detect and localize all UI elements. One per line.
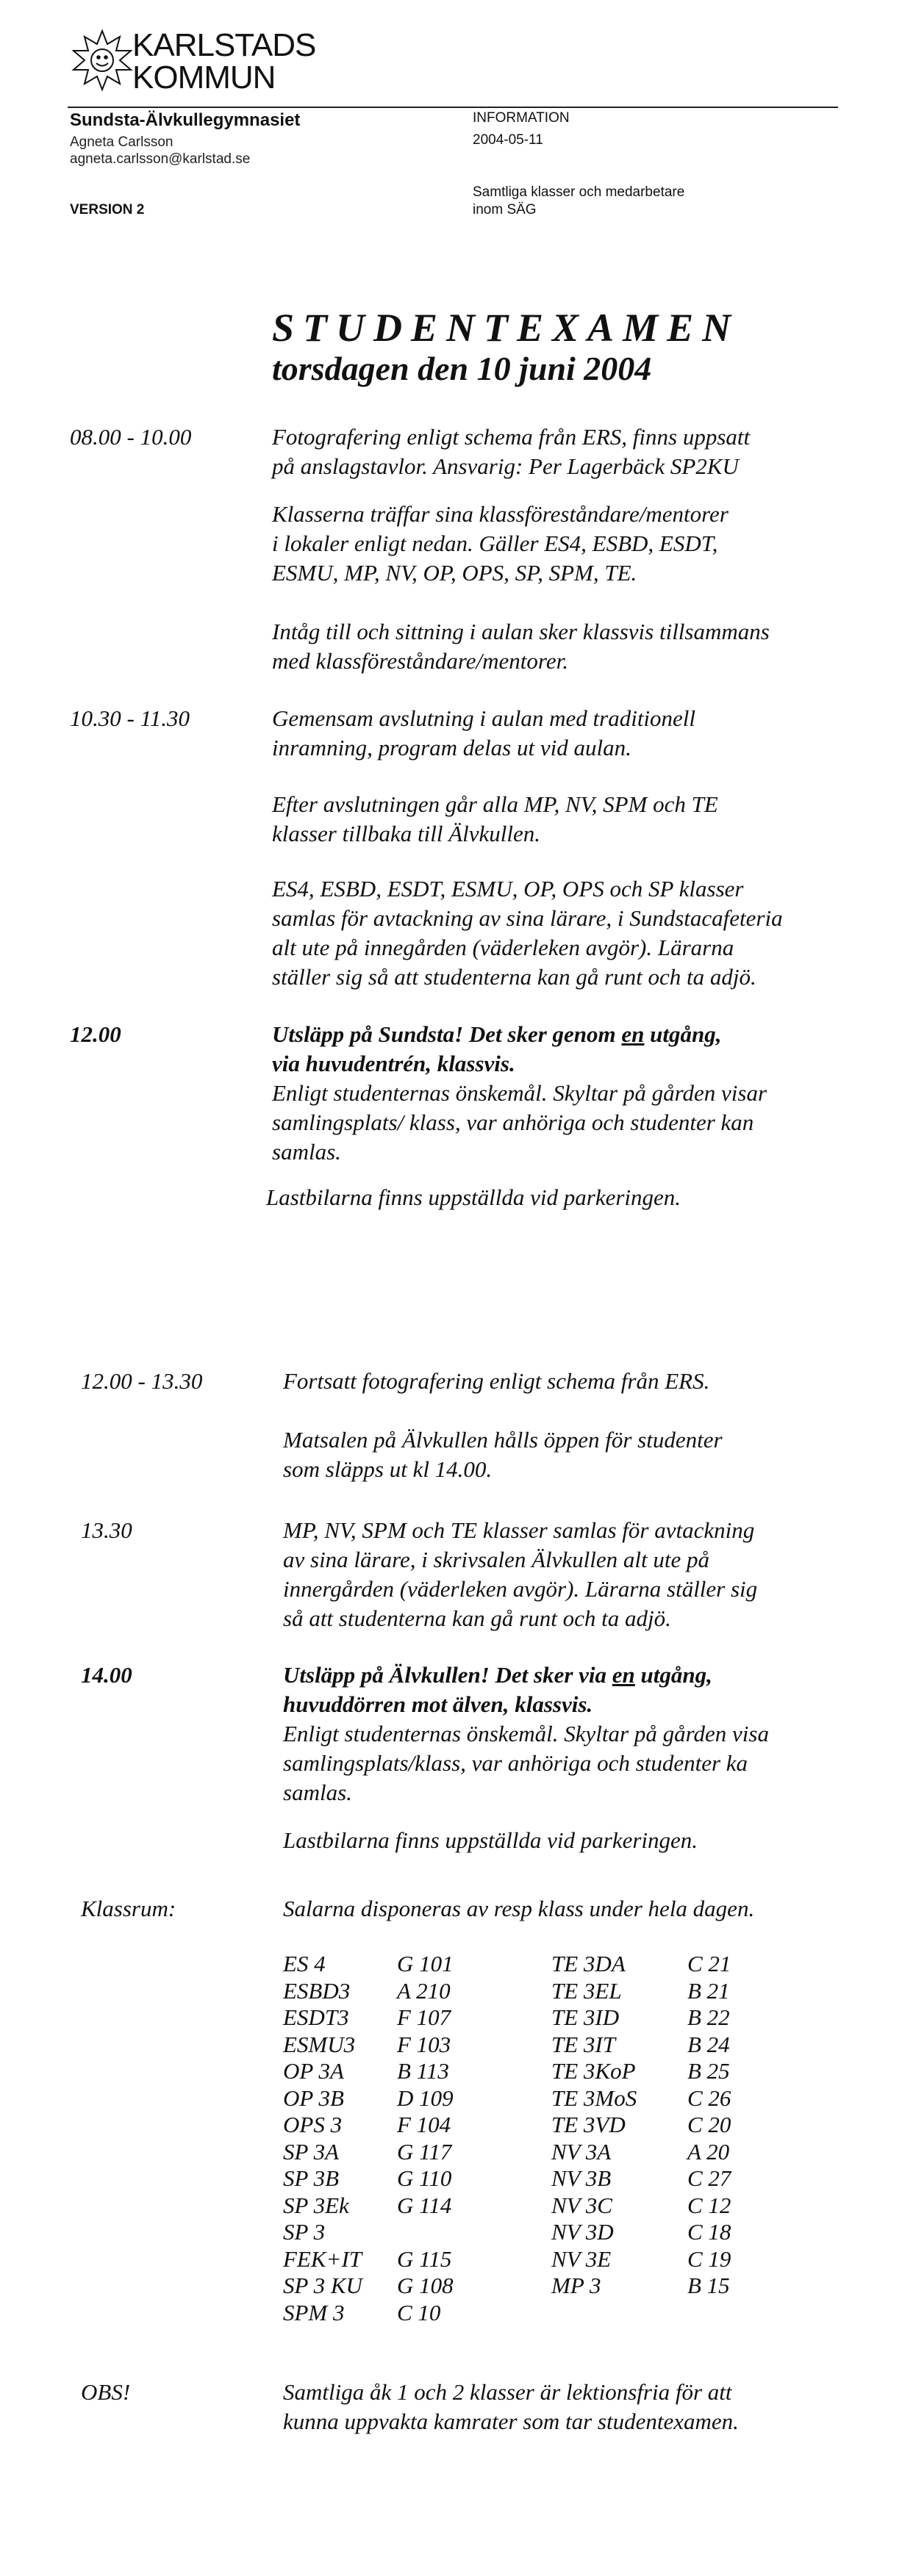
recipient-line: Samtliga klasser och medarbetare: [473, 184, 685, 200]
paragraph-mentors: [272, 500, 729, 588]
room-code: C 20: [687, 2112, 731, 2137]
underlined-word: en: [612, 1662, 635, 1688]
class-name: ES 4: [283, 1951, 326, 1976]
class-name: TE 3VD: [551, 2112, 626, 2137]
class-name: TE 3KoP: [551, 2058, 636, 2084]
text-line: samlas för avtackning av sina lärare, i Sundstacafeteria: [272, 905, 783, 931]
time-1030: 10.30 - 11.30: [70, 705, 190, 731]
text-line: samlingsplats/klass, var anhöriga och studenter ka: [283, 1750, 748, 1776]
room-code: C 10: [397, 2299, 441, 2325]
room-code: B 21: [687, 1977, 730, 2004]
text-line: ställer sig så att studenterna kan gå runt och ta adjö.: [272, 964, 756, 990]
class-name: SP 3Ek: [283, 2192, 349, 2218]
time-1200: 12.00: [70, 1021, 121, 1047]
room-code: B 15: [687, 2273, 730, 2298]
text-span: Utsläpp på Sundsta! Det sker genom: [272, 1021, 622, 1047]
room-code: A 20: [687, 2138, 730, 2165]
class-name: NV 3E: [551, 2245, 612, 2272]
paragraph-farewell-sundsta: [272, 874, 783, 992]
room-code: G 117: [397, 2138, 452, 2165]
class-name: TE 3DA: [551, 1951, 626, 1976]
room-code: F 104: [397, 2112, 451, 2137]
room-code: G 114: [397, 2192, 452, 2218]
text-line: ESMU, MP, NV, OP, OPS, SP, SPM, TE.: [272, 560, 637, 586]
paragraph-release-sundsta: [272, 1020, 767, 1167]
text-line: samlingsplats/ klass, var anhöriga och studenter kan: [272, 1109, 754, 1135]
recipient-line: inom SÄG: [473, 202, 537, 217]
room-code: C 26: [687, 2084, 731, 2111]
class-name: OP 3B: [283, 2084, 344, 2111]
class-name: SP 3A: [283, 2138, 340, 2165]
class-name: ESBD3: [283, 1977, 351, 2004]
text-line: Fortsatt fotografering enligt schema från ERS.: [283, 1368, 710, 1394]
header-divider: [68, 107, 838, 108]
text-line: Enligt studenternas önskemål. Skyltar på gården visa: [283, 1721, 769, 1746]
time-1330: 13.30: [81, 1517, 132, 1543]
room-code: G 115: [397, 2245, 452, 2272]
text-line: så att studenterna kan gå runt och ta adjö.: [283, 1605, 671, 1631]
text-line: samlas.: [272, 1139, 341, 1165]
room-code: C 21: [687, 1951, 731, 1976]
text-line: Gemensam avslutning i aulan med traditionell: [272, 705, 696, 731]
classroom-col2-rooms: [687, 1951, 731, 2300]
room-code: G 108: [397, 2273, 454, 2298]
room-code: G 101: [397, 1951, 454, 1976]
text-line: innergården (väderleken avgör). Lärarna ställer sig: [283, 1576, 758, 1602]
time-1200-1330: 12.00 - 13.30: [81, 1368, 203, 1394]
classroom-col1-rooms: [397, 1951, 454, 2326]
classroom-col2-classes: [551, 1951, 637, 2300]
paragraph-entry: [272, 617, 770, 676]
text-line: alt ute på innegården (väderleken avgör). Lärarna: [272, 935, 734, 960]
text-line: samlas.: [283, 1780, 352, 1805]
class-name: TE 3ID: [551, 2004, 620, 2030]
info-date: 2004-05-11: [473, 132, 543, 148]
bold-line: via huvudentrén, klassvis.: [272, 1051, 515, 1076]
paragraph-release-alvkullen: [283, 1661, 769, 1807]
text-line: Fotografering enligt schema från ERS, finns uppsatt: [272, 424, 751, 450]
room-code: C 19: [687, 2245, 731, 2272]
page-title: STUDENTEXAMEN: [272, 306, 740, 350]
class-name: SP 3 KU: [283, 2273, 362, 2298]
class-name: ESMU3: [283, 2031, 356, 2057]
class-name: NV 3D: [551, 2219, 614, 2245]
text-line: inramning, program delas ut vid aulan.: [272, 735, 631, 760]
text-line: Intåg till och sittning i aulan sker klassvis tillsammans: [272, 619, 770, 644]
class-name: TE 3IT: [551, 2031, 615, 2057]
class-name: TE 3MoS: [551, 2084, 637, 2111]
underlined-word: en: [621, 1021, 645, 1047]
paragraph-dining-hall: [283, 1425, 723, 1484]
text-span: Utsläpp på Älvkullen! Det sker via: [283, 1662, 612, 1688]
text-line: Samtliga åk 1 och 2 klasser är lektionsfria för att: [283, 2379, 732, 2405]
class-name: FEK+IT: [283, 2245, 362, 2272]
room-code: B 24: [687, 2031, 730, 2057]
text-line: kunna uppvakta kamrater som tar studentexamen.: [283, 2408, 739, 2434]
page-subtitle: torsdagen den 10 juni 2004: [272, 350, 652, 387]
class-name: OPS 3: [283, 2112, 343, 2137]
room-code: C 27: [687, 2165, 731, 2191]
text-line: på anslagstavlor. Ansvarig: Per Lagerbäck SP2KU: [272, 453, 739, 479]
text-line: Efter avslutningen går alla MP, NV, SPM och TE: [272, 791, 718, 817]
room-code: C 18: [687, 2219, 731, 2245]
room-code: A 210: [397, 1977, 451, 2004]
logo-wordmark: [132, 29, 315, 94]
text-line: Lastbilarna finns uppställda vid parkeringen.: [266, 1184, 681, 1210]
room-code: D 109: [397, 2084, 454, 2111]
obs-label: OBS!: [81, 2379, 131, 2405]
karlstad-sun-logo-icon: [70, 28, 135, 93]
class-name: MP 3: [551, 2273, 601, 2298]
room-code: B 25: [687, 2058, 730, 2084]
paragraph-obs: [283, 2378, 739, 2436]
class-name: NV 3C: [551, 2192, 612, 2218]
paragraph-trucks-sundsta: [266, 1183, 681, 1212]
class-name: OP 3A: [283, 2058, 344, 2084]
time-1400: 14.00: [81, 1662, 132, 1688]
class-name: NV 3B: [551, 2165, 612, 2191]
bold-line: huvuddörren mot älven, klassvis.: [283, 1691, 593, 1717]
room-code: [397, 2219, 454, 2246]
time-0800: 08.00 - 10.00: [70, 424, 192, 450]
recipient: [473, 184, 737, 219]
sender-name: Agneta Carlsson: [70, 134, 173, 150]
text-line: med klassföreståndare/mentorer.: [272, 648, 568, 674]
text-line: ES4, ESBD, ESDT, ESMU, OP, OPS och SP klasser: [272, 876, 744, 902]
logo-line-karlstads: KARLSTADS: [132, 27, 316, 63]
class-name: SP 3B: [283, 2165, 340, 2191]
text-line: som släpps ut kl 14.00.: [283, 1456, 493, 1482]
paragraph-ceremony: [272, 704, 695, 763]
text-span: utgång,: [634, 1662, 712, 1688]
logo-line-kommun: KOMMUN: [132, 60, 276, 96]
room-code: G 110: [397, 2165, 452, 2191]
info-title: INFORMATION: [473, 110, 570, 126]
sender-organization: Sundsta-Älvkullegymnasiet: [70, 110, 301, 130]
text-line: Enligt studenternas önskemål. Skyltar på gården visar: [272, 1080, 767, 1106]
version-label: VERSION 2: [70, 202, 145, 217]
text-line: Matsalen på Älvkullen hålls öppen för studenter: [283, 1427, 723, 1453]
classrooms-intro: [283, 1894, 754, 1924]
paragraph-continued-photo: [283, 1367, 709, 1396]
sender-email: agneta.carlsson@karlstad.se: [70, 151, 251, 167]
bold-line: [272, 1020, 767, 1049]
room-code: B 113: [397, 2058, 449, 2084]
text-line: Lastbilarna finns uppställda vid parkeringen.: [283, 1827, 698, 1853]
class-name: TE 3EL: [551, 1977, 622, 2004]
bold-line: [283, 1661, 769, 1690]
paragraph-photography: [272, 422, 750, 481]
text-line: i lokaler enligt nedan. Gäller ES4, ESBD, ESDT,: [272, 530, 718, 556]
class-name: SPM 3: [283, 2299, 345, 2325]
classrooms-label: Klassrum:: [81, 1896, 176, 1921]
paragraph-after-ceremony: [272, 790, 718, 849]
paragraph-farewell-alvkullen: [283, 1516, 757, 1633]
class-name: ESDT3: [283, 2004, 349, 2030]
room-code: B 22: [687, 2004, 730, 2030]
room-code: C 12: [687, 2192, 731, 2218]
text-span: utgång,: [644, 1021, 722, 1047]
text-line: av sina lärare, i skrivsalen Älvkullen alt ute på: [283, 1547, 709, 1572]
room-code: F 103: [397, 2031, 451, 2057]
text-line: Klasserna träffar sina klassföreståndare/mentorer: [272, 501, 729, 527]
class-name: SP 3: [283, 2219, 326, 2245]
room-code: F 107: [397, 2004, 451, 2030]
paragraph-trucks-alvkullen: [283, 1826, 698, 1855]
text-line: klasser tillbaka till Älvkullen.: [272, 821, 541, 846]
class-name: NV 3A: [551, 2138, 612, 2165]
text-line: Salarna disponeras av resp klass under hela dagen.: [283, 1896, 755, 1921]
classroom-col1-classes: [283, 1951, 362, 2326]
text-line: MP, NV, SPM och TE klasser samlas för avtackning: [283, 1517, 755, 1543]
